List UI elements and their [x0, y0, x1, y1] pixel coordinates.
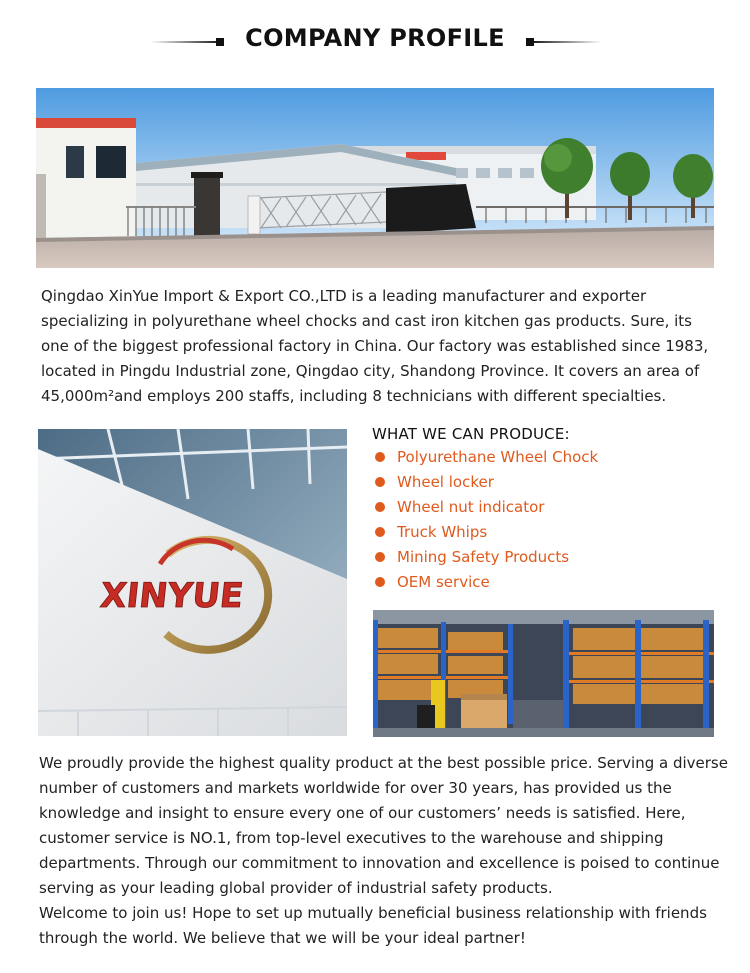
closing-paragraph-2: Welcome to join us! Hope to set up mutually beneficial business relationship with friends through the world. We believe that we will be your ideal partner! [39, 904, 707, 947]
list-item: Mining Safety Products [372, 545, 722, 570]
list-item: Wheel nut indicator [372, 495, 722, 520]
brand-logo-photo [38, 429, 347, 736]
products-list-section [372, 423, 722, 595]
list-item: Wheel locker [372, 470, 722, 495]
section-heading [0, 22, 750, 60]
bullet-icon [375, 527, 385, 537]
bullet-icon [375, 452, 385, 462]
products-list [372, 445, 722, 595]
list-item: OEM service [372, 570, 722, 595]
closing-text [39, 751, 729, 951]
list-item: Polyurethane Wheel Chock [372, 445, 722, 470]
logo-brand-text: XINYUE [98, 576, 246, 616]
closing-paragraph-1: We proudly provide the highest quality product at the best possible price. Serving a diverse number of customers and markets worldwide for over 30 years, has provided us the knowledge and insight to ensure every one of our customers’ needs is satisfied. Here, customer service is NO.1, from top-level executives to the warehouse and shipping departments. Through our commitment to innovation and excellence is poised to continue serving as your leading global provider of industrial safety products. [39, 754, 728, 897]
bullet-icon [375, 552, 385, 562]
heading-rule-left [150, 41, 222, 43]
bullet-icon [375, 477, 385, 487]
page-title: COMPANY PROFILE [245, 24, 505, 52]
products-heading: WHAT WE CAN PRODUCE: [372, 425, 570, 443]
intro-paragraph: Qingdao XinYue Import & Export CO.,LTD is a leading manufacturer and exporter specializing in polyurethane wheel chocks and cast iron kitchen gas products. Sure, its one of the biggest professional factory in China. Our factory was established since 1983, located in Pingdu Industrial zone, Qingdao city, Shandong Province. It covers an area of 45,000m²and employs 200 staffs, including 8 technicians with different specialties. [41, 287, 709, 405]
warehouse-photo [373, 610, 714, 737]
bullet-icon [375, 577, 385, 587]
factory-photo [36, 88, 714, 268]
heading-square-left [216, 38, 224, 46]
list-item: Truck Whips [372, 520, 722, 545]
heading-rule-right [530, 41, 602, 43]
bullet-icon [375, 502, 385, 512]
